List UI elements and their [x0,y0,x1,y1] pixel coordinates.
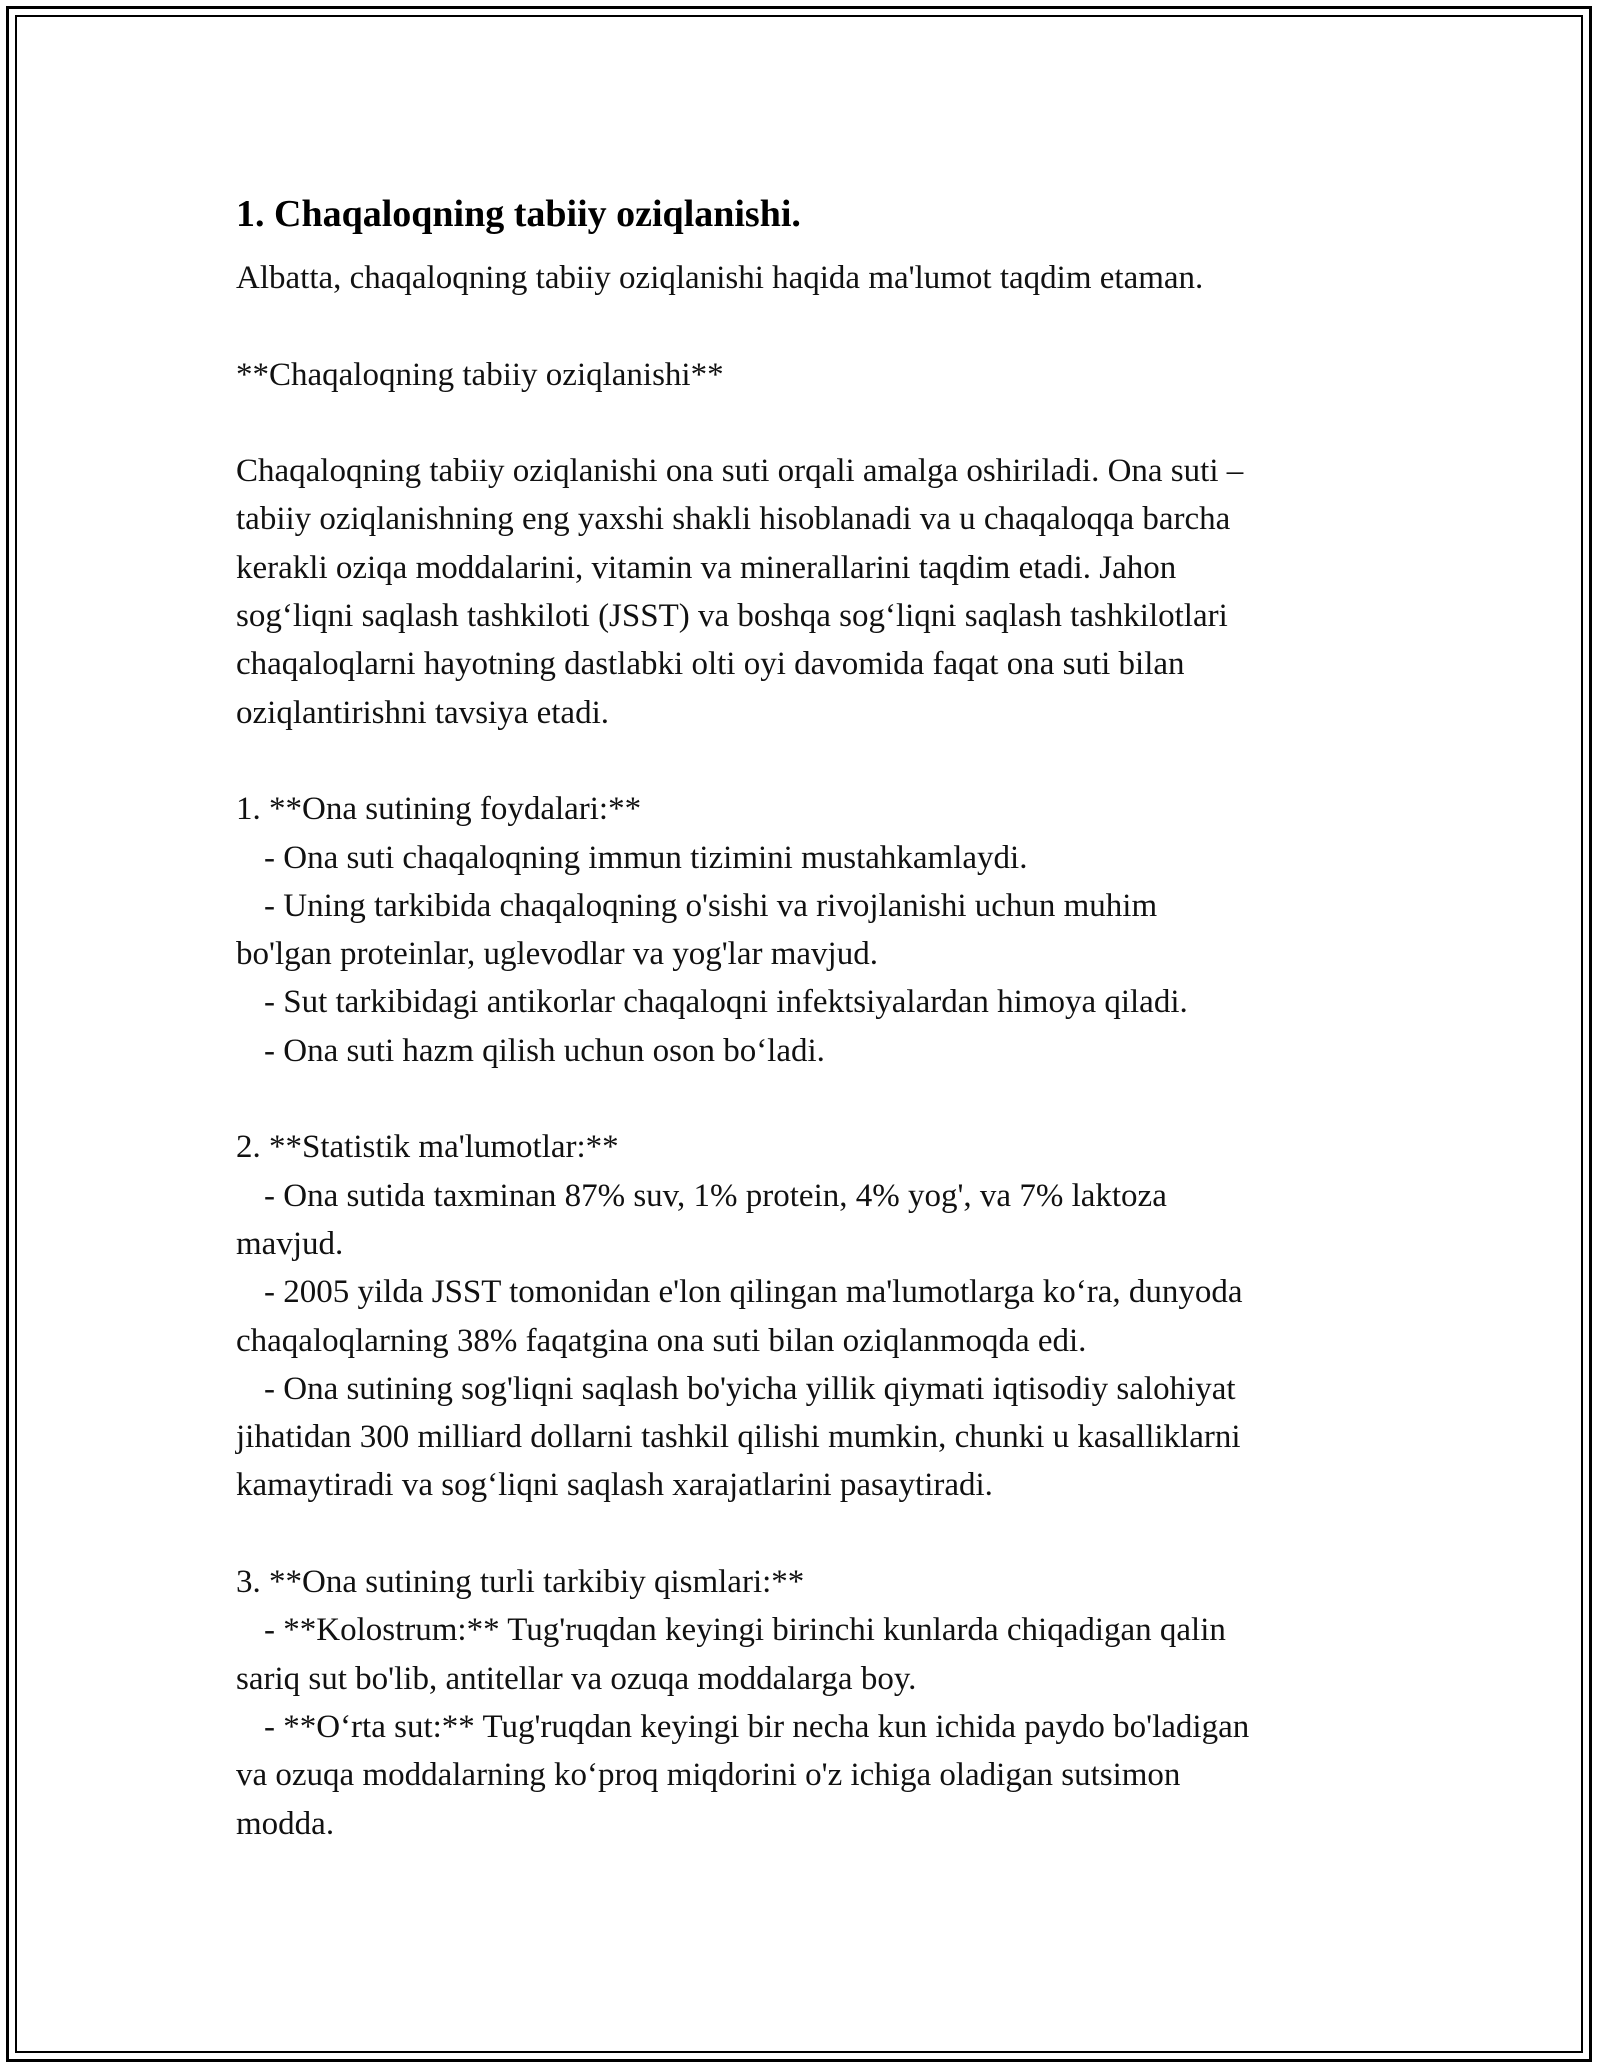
spacer [236,1075,1376,1123]
spacer [236,1510,1376,1558]
list-item: - Uning tarkibida chaqaloqning o'sishi va rivojlanishi uchun muhim [264,887,1158,924]
list-item-continuation: mavjud. [236,1225,344,1262]
text-line: kerakli oziqa moddalarini, vitamin va minerallarini taqdim etadi. Jahon [236,549,1177,586]
section-benefits [236,785,1376,1075]
text-line: tabiiy oziqlanishning eng yaxshi shakli hisoblanadi va u chaqaloqqa barcha [236,501,1231,538]
list-item-continuation: modda. [236,1805,335,1842]
spacer [236,737,1376,785]
list-item: - **Kolostrum:** Tug'ruqdan keyingi birinchi kunlarda chiqadigan qalin [264,1612,1226,1649]
section-components [236,1558,1376,1848]
list-item-continuation: kamaytiradi va sog‘liqni saqlash xarajatlarini pasaytiradi. [236,1467,993,1504]
document-body [236,186,1376,1848]
list-item: - Ona suti hazm qilish uchun oson bo‘ladi. [264,1032,825,1069]
list-item-continuation: sariq sut bo'lib, antitellar va ozuqa moddalarga boy. [236,1660,917,1697]
list-item: - 2005 yilda JSST tomonidan e'lon qilingan ma'lumotlarga ko‘ra, dunyoda [264,1274,1243,1311]
section-statistics [236,1123,1376,1509]
subtitle-line: **Chaqaloqning tabiiy oziqlanishi** [236,356,724,393]
list-item: - Ona sutida taxminan 87% suv, 1% protein, 4% yog', va 7% laktoza [264,1177,1167,1214]
text-line: sog‘liqni saqlash tashkiloti (JSST) va boshqa sog‘liqni saqlash tashkilotlari [236,598,1228,635]
list-item: - **O‘rta sut:** Tug'ruqdan keyingi bir necha kun ichida paydo bo'ladigan [264,1708,1250,1745]
text-line: chaqaloqlarni hayotning dastlabki olti oyi davomida faqat ona suti bilan [236,646,1185,683]
list-item-continuation: bo'lgan proteinlar, uglevodlar va yog'lar mavjud. [236,936,878,973]
list-item-continuation: va ozuqa moddalarning ko‘proq miqdorini o'z ichiga oladigan sutsimon [236,1757,1181,1794]
list-item-continuation: jihatidan 300 milliard dollarni tashkil qilishi mumkin, chunki u kasalliklarni [236,1419,1241,1456]
list-item-continuation: chaqaloqlarning 38% faqatgina ona suti bilan oziqlanmoqda edi. [236,1322,1087,1359]
list-item: - Ona sutining sog'liqni saqlash bo'yicha yillik qiymati iqtisodiy salohiyat [264,1370,1236,1407]
section-title: 2. **Statistik ma'lumotlar:** [236,1129,619,1166]
list-item: - Sut tarkibidagi antikorlar chaqaloqni infektsiyalardan himoya qiladi. [264,984,1188,1021]
section-title: 3. **Ona sutining turli tarkibiy qismlari:** [236,1564,805,1601]
overview-paragraph [236,447,1376,737]
section-title: 1. **Ona sutining foydalari:** [236,791,642,828]
document-heading: 1. Chaqaloqning tabiiy oziqlanishi. [236,193,801,235]
spacer [236,302,1376,350]
intro-paragraph: Albatta, chaqaloqning tabiiy oziqlanishi haqida ma'lumot taqdim etaman. [236,260,1204,296]
text-line: oziqlantirishni tavsiya etadi. [236,694,609,731]
spacer [236,399,1376,447]
text-line: Chaqaloqning tabiiy oziqlanishi ona suti orqali amalga oshiriladi. Ona suti – [236,453,1244,490]
list-item: - Ona suti chaqaloqning immun tizimini mustahkamlaydi. [264,839,1028,876]
